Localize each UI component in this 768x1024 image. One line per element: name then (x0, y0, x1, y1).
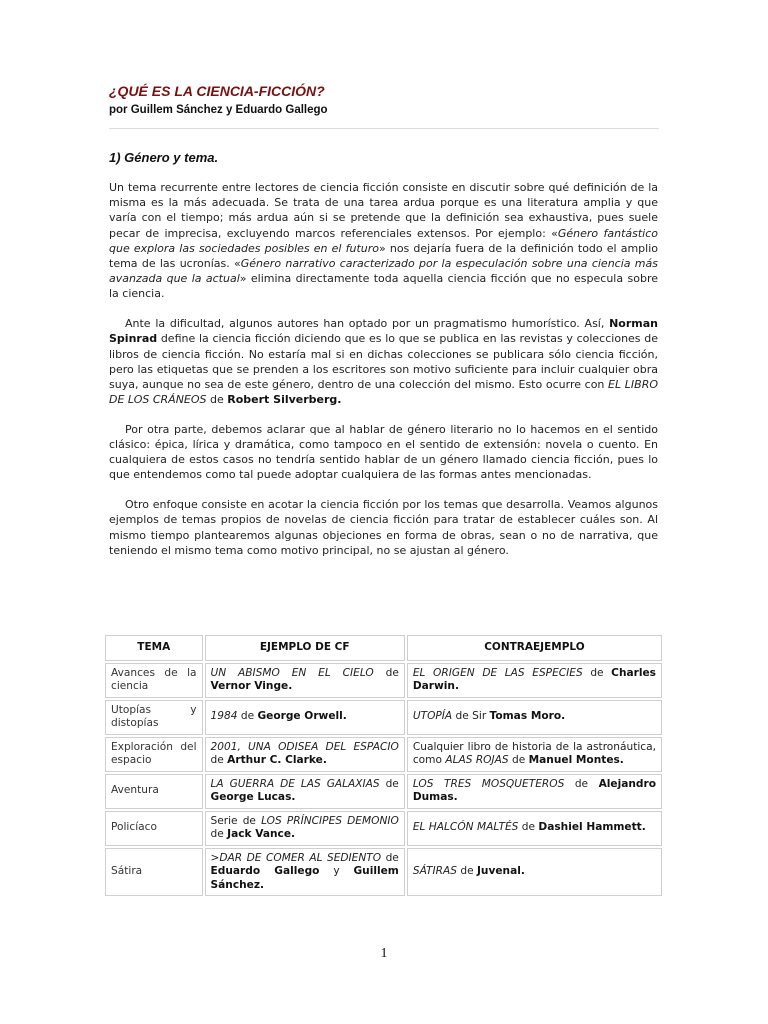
table-header-row (105, 635, 662, 661)
column-header-ejemplo: EJEMPLO DE CF (205, 635, 405, 661)
cell-contraejemplo: UTOPÍA de Sir Tomas Moro. (407, 700, 662, 735)
cell-ejemplo: Serie de LOS PRÍNCIPES DEMONIO de Jack Vance. (205, 811, 405, 846)
cell-contraejemplo: EL HALCÓN MALTÉS de Dashiel Hammett. (407, 811, 662, 846)
themes-table (103, 633, 664, 898)
paragraph-4: Otro enfoque consiste en acotar la ciencia ficción por los temas que desarrolla. Veamos algunos ejemplos de temas propios de novelas de ciencia ficción para tratar de establecer cuáles son. Al mismo tiempo plantearemos algunas objeciones en forma de obras, sean o no de narrativa, que teniendo el mismo tema como motivo principal, no se ajustan al género. (109, 498, 658, 557)
cell-ejemplo: >DAR DE COMER AL SEDIENTO de Eduardo Gallego y Guillem Sánchez. (205, 848, 405, 897)
document-title: ¿QUÉ ES LA CIENCIA-FICCIÓN? (109, 83, 325, 99)
cell-ejemplo: LA GUERRA DE LAS GALAXIAS de George Lucas. (205, 774, 405, 809)
cell-contraejemplo: EL ORIGEN DE LAS ESPECIES de Charles Darwin. (407, 663, 662, 698)
table-row (105, 663, 662, 698)
paragraph-1: Un tema recurrente entre lectores de ciencia ficción consiste en discutir sobre qué definición de la misma es la más adecuada. Se trata de una tarea ardua porque es una literatura amplia y que varía con el tiempo; más ardua aún si se pretende que la definición sea exhaustiva, pues suele pecar de imprecisa, excluyendo marcos referenciales extensos. Por ejemplo: «Género fantástico que explora las sociedades posibles en el futuro» nos dejaría fuera de la definición todo el amplio tema de las ucronías. «Género narrativo caracterizado por la especulación sobre una ciencia más avanzada que la actual» elimina directamente toda aquella ciencia ficción que no especula sobre la ciencia. (109, 181, 658, 301)
table-row (105, 737, 662, 772)
cell-tema: Utopías y distopías (105, 700, 203, 735)
table-row (105, 700, 662, 735)
paragraph-2: Ante la dificultad, algunos autores han optado por un pragmatismo humorístico. Así, Norman Spinrad define la ciencia ficción diciendo que es lo que se publica en las revistas y colecciones de libros de ciencia ficción. No estaría mal si en dichas colecciones se publicara sólo ciencia ficción, pero las etiquetas que se prenden a los escritores son motivo suficiente para incluir cualquier obra suya, aunque no sea de este género, dentro de una colección del mismo. Esto ocurre con EL LIBRO DE LOS CRÁNEOS de Robert Silverberg. (109, 317, 658, 407)
section-title: 1) Género y tema. (109, 150, 219, 165)
cell-contraejemplo: SÁTIRAS de Juvenal. (407, 848, 662, 897)
cell-tema: Avances de la ciencia (105, 663, 203, 698)
cell-tema: Sátira (105, 848, 203, 897)
cell-ejemplo: 2001, UNA ODISEA DEL ESPACIO de Arthur C. Clarke. (205, 737, 405, 772)
body-text (109, 180, 658, 572)
cell-tema: Aventura (105, 774, 203, 809)
document-authors: por Guillem Sánchez y Eduardo Gallego (109, 104, 328, 116)
cell-ejemplo: UN ABISMO EN EL CIELO de Vernor Vinge. (205, 663, 405, 698)
cell-contraejemplo: LOS TRES MOSQUETEROS de Alejandro Dumas. (407, 774, 662, 809)
page-number: 1 (380, 946, 388, 961)
table-row (105, 774, 662, 809)
table-row (105, 848, 662, 897)
cell-tema: Policíaco (105, 811, 203, 846)
column-header-tema: TEMA (105, 635, 203, 661)
cell-contraejemplo: Cualquier libro de historia de la astronáutica, como ALAS ROJAS de Manuel Montes. (407, 737, 662, 772)
table-row (105, 811, 662, 846)
cell-ejemplo: 1984 de George Orwell. (205, 700, 405, 735)
divider (109, 128, 659, 129)
column-header-contraejemplo: CONTRAEJEMPLO (407, 635, 662, 661)
paragraph-3: Por otra parte, debemos aclarar que al hablar de género literario no lo hacemos en el sentido clásico: épica, lírica y dramática, como tampoco en el sentido de extensión: novela o cuento. En cualquiera de estos casos no tendría sentido hablar de un género llamado ciencia ficción, pues lo que entendemos como tal puede adoptar cualquiera de las formas antes mencionadas. (109, 422, 658, 482)
cell-tema: Exploración del espacio (105, 737, 203, 772)
